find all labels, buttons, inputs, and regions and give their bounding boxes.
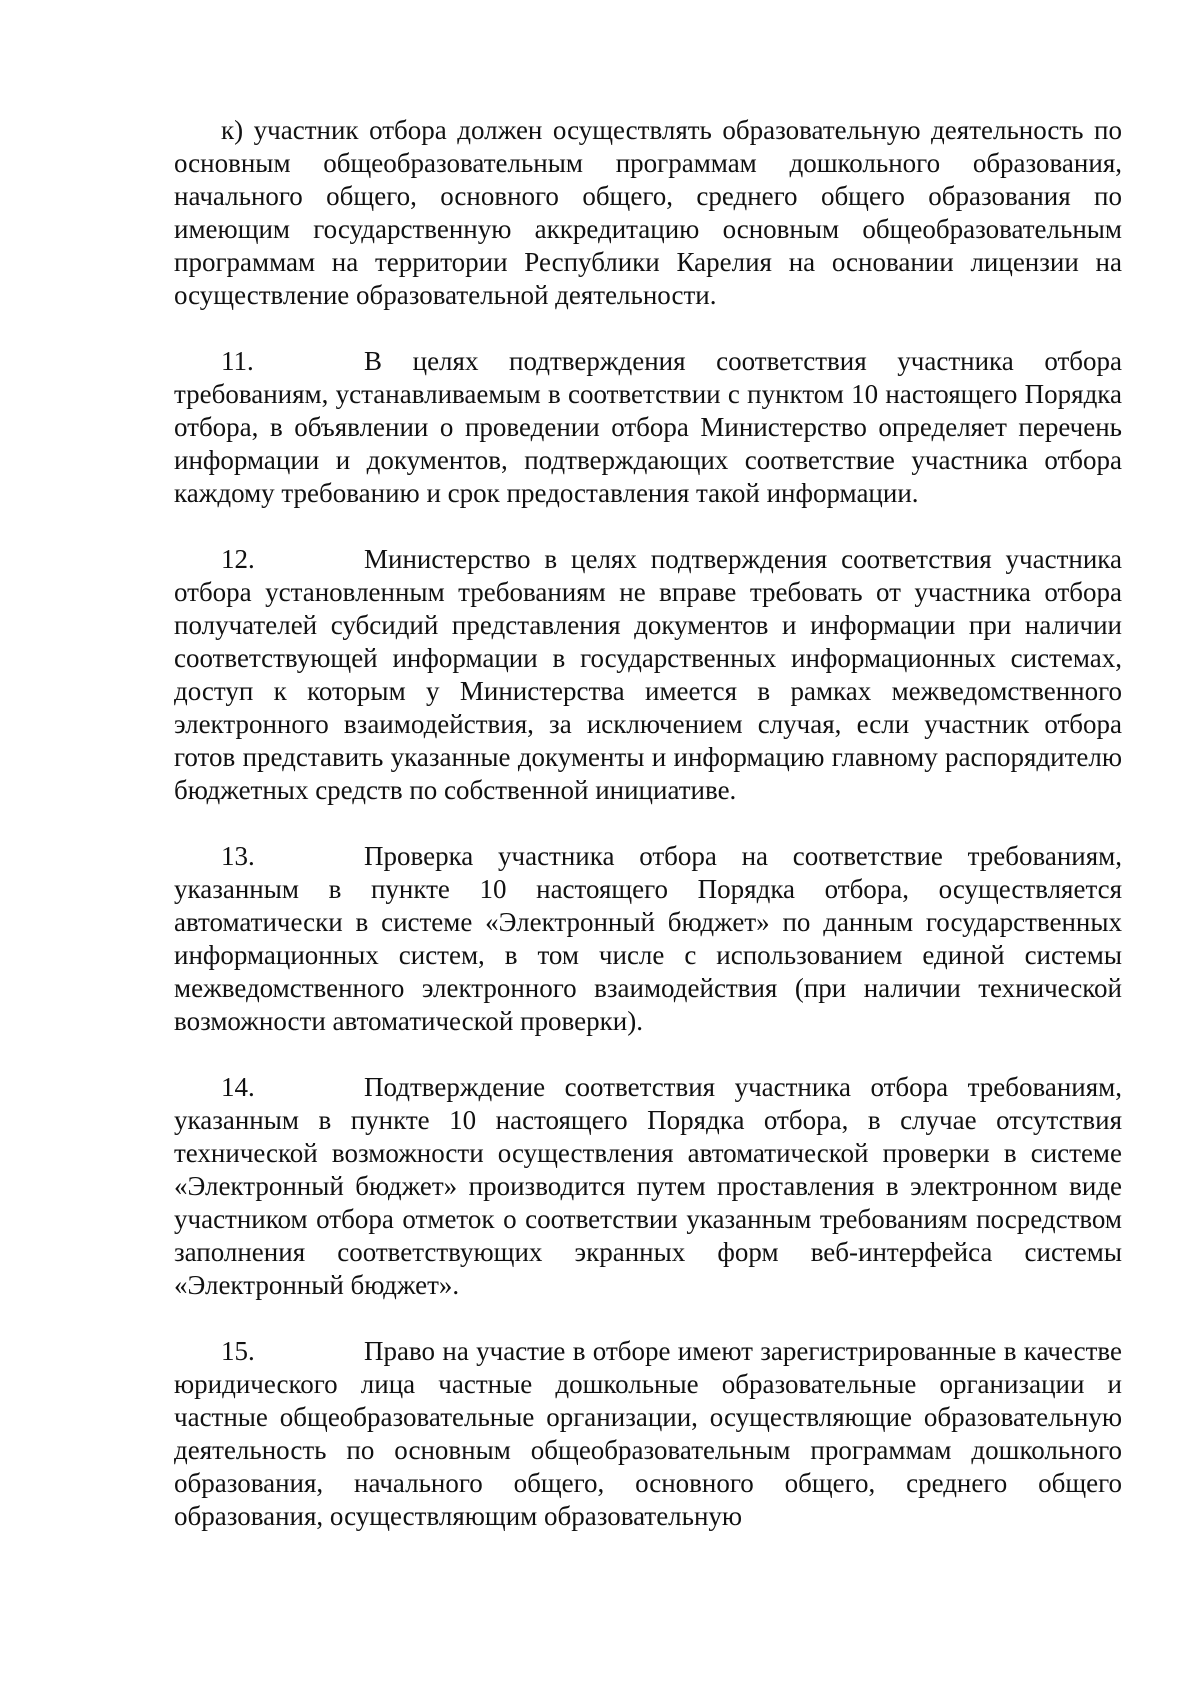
paragraph-number: 15.	[221, 1336, 255, 1366]
document-page	[174, 114, 1122, 1533]
paragraph-text: к) участник отбора должен осуществлять образовательную деятельность по основным общеобразовательным программам дошкольного образования, начального общего, основного общего, среднего общего образования по имеющим государственную аккредитацию основным общеобразовательным программам на территории Республики Карелия на основании лицензии на осуществление образовательной деятельности.	[174, 115, 1122, 310]
paragraph-15	[174, 1335, 1122, 1533]
paragraph-12	[174, 543, 1122, 807]
paragraph-13	[174, 840, 1122, 1038]
paragraph-text: В целях подтверждения соответствия участника отбора требованиям, устанавливаемым в соответствии с пунктом 10 настоящего Порядка отбора, в объявлении о проведении отбора Министерство определяет перечень информации и документов, подтверждающих соответствие участника отбора каждому требованию и срок предоставления такой информации.	[174, 346, 1122, 508]
paragraph-text: Проверка участника отбора на соответствие требованиям, указанным в пункте 10 настоящего Порядка отбора, осуществляется автоматически в системе «Электронный бюджет» по данным государственных информационных систем, в том числе с использованием единой системы межведомственного электронного взаимодействия (при наличии технической возможности автоматической проверки).	[174, 841, 1122, 1036]
paragraph-number: 13.	[221, 841, 255, 871]
paragraph-number: 11.	[221, 346, 254, 376]
paragraph-14	[174, 1071, 1122, 1302]
paragraph-k	[174, 114, 1122, 312]
paragraph-11	[174, 345, 1122, 510]
paragraph-text: Право на участие в отборе имеют зарегистрированные в качестве юридического лица частные дошкольные образовательные организации и частные общеобразовательные организации, осуществляющие образовательную деятельность по основным общеобразовательным программам дошкольного образования, начального общего, основного общего, среднего общего образования, осуществляющим образовательную	[174, 1336, 1122, 1531]
paragraph-text: Подтверждение соответствия участника отбора требованиям, указанным в пункте 10 настоящего Порядка отбора, в случае отсутствия технической возможности осуществления автоматической проверки в системе «Электронный бюджет» производится путем проставления в электронном виде участником отбора отметок о соответствии указанным требованиям посредством заполнения соответствующих экранных форм веб-интерфейса системы «Электронный бюджет».	[174, 1072, 1122, 1300]
paragraph-number: 14.	[221, 1072, 255, 1102]
paragraph-number: 12.	[221, 544, 255, 574]
paragraph-text: Министерство в целях подтверждения соответствия участника отбора установленным требованиям не вправе требовать от участника отбора получателей субсидий представления документов и информации при наличии соответствующей информации в государственных информационных системах, доступ к которым у Министерства имеется в рамках межведомственного электронного взаимодействия, за исключением случая, если участник отбора готов представить указанные документы и информацию главному распорядителю бюджетных средств по собственной инициативе.	[174, 544, 1122, 805]
